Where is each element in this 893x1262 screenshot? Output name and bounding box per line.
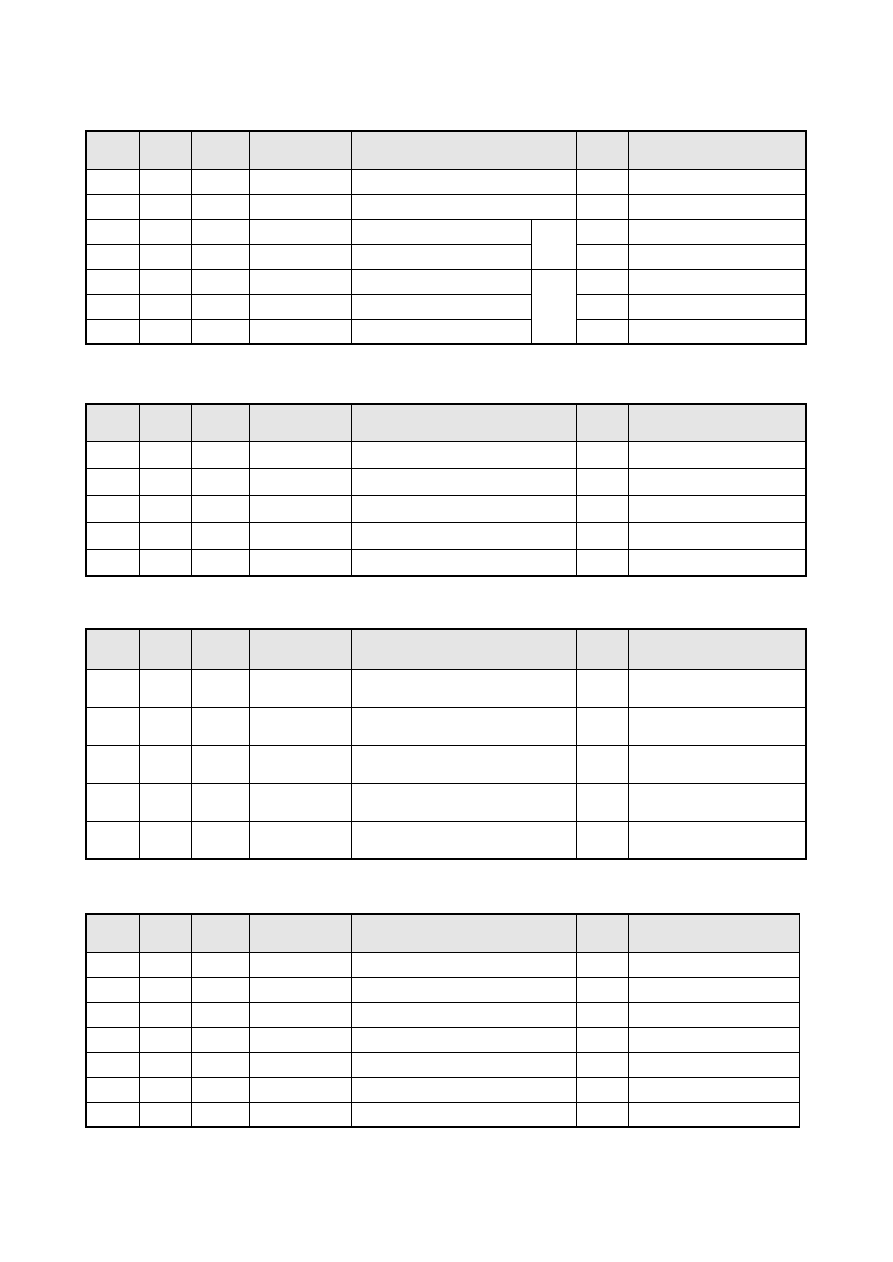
table-cell (86, 1052, 139, 1077)
table-cell (576, 169, 628, 194)
table-cell (191, 522, 249, 549)
header-cell (576, 629, 628, 669)
table-cell (628, 495, 806, 522)
table-cell (191, 1052, 249, 1077)
table-row (86, 169, 806, 194)
header-cell (191, 404, 249, 441)
table-row (86, 952, 799, 977)
table-cell (86, 707, 139, 745)
table-cell (86, 1077, 139, 1102)
table-cell (249, 783, 351, 821)
table-cell (351, 269, 531, 294)
header-cell (139, 131, 191, 169)
table-cell (86, 495, 139, 522)
table-cell (351, 745, 576, 783)
table-2 (85, 403, 807, 577)
table-cell (249, 319, 351, 344)
table-cell (191, 1102, 249, 1127)
table-cell (86, 783, 139, 821)
table-cell (139, 244, 191, 269)
header-cell (191, 629, 249, 669)
header-row (86, 404, 806, 441)
table-cell (139, 441, 191, 468)
header-cell (351, 404, 576, 441)
table-cell (351, 468, 576, 495)
table-cell (628, 194, 806, 219)
table-cell (86, 169, 139, 194)
table-cell (86, 219, 139, 244)
table-cell (191, 468, 249, 495)
table-cell (139, 821, 191, 859)
table-cell (576, 669, 628, 707)
table-cell (191, 952, 249, 977)
table-cell (191, 269, 249, 294)
table-row (86, 1027, 799, 1052)
table-cell (351, 194, 576, 219)
table-row (86, 441, 806, 468)
table-cell (249, 495, 351, 522)
table-cell (86, 319, 139, 344)
table-cell (576, 1102, 628, 1127)
table-cell (191, 1077, 249, 1102)
table-cell (86, 821, 139, 859)
table-cell (628, 522, 806, 549)
table-cell (139, 952, 191, 977)
table-cell (628, 549, 806, 576)
table-cell (249, 952, 351, 977)
table-cell (249, 1052, 351, 1077)
table-cell (351, 1002, 576, 1027)
table-cell (139, 294, 191, 319)
table-cell (576, 522, 628, 549)
table-cell (139, 319, 191, 344)
table-cell (576, 219, 628, 244)
table-cell (139, 1077, 191, 1102)
table-1 (85, 130, 807, 345)
table-cell (86, 745, 139, 783)
table-row (86, 244, 806, 269)
table-cell (576, 783, 628, 821)
header-cell (191, 131, 249, 169)
table-cell (249, 1002, 351, 1027)
table-cell (576, 1027, 628, 1052)
table-cell (139, 468, 191, 495)
table-cell (628, 977, 799, 1002)
table-cell (86, 669, 139, 707)
header-cell (628, 629, 806, 669)
table-cell (191, 441, 249, 468)
table-cell (351, 294, 531, 319)
table-row (86, 269, 806, 294)
table-cell (86, 1027, 139, 1052)
table-cell (86, 977, 139, 1002)
header-cell (576, 404, 628, 441)
header-cell (86, 404, 139, 441)
table-cell (139, 269, 191, 294)
table-cell (351, 319, 531, 344)
table-cell (576, 1077, 628, 1102)
table-row (86, 821, 806, 859)
header-cell (139, 914, 191, 952)
table-cell (139, 1002, 191, 1027)
table-cell (351, 821, 576, 859)
table-cell (628, 821, 806, 859)
table-cell (191, 549, 249, 576)
table-cell (576, 821, 628, 859)
table-cell (628, 219, 806, 244)
table-cell (351, 952, 576, 977)
table-cell (191, 294, 249, 319)
table-cell (351, 1077, 576, 1102)
table-cell (86, 441, 139, 468)
header-cell (86, 629, 139, 669)
table-cell (628, 1077, 799, 1102)
table-cell (139, 1052, 191, 1077)
table-cell (191, 821, 249, 859)
table-row (86, 194, 806, 219)
table-row (86, 783, 806, 821)
table-row (86, 319, 806, 344)
table-cell (531, 219, 576, 269)
header-row (86, 914, 799, 952)
table-cell (139, 745, 191, 783)
table-cell (249, 707, 351, 745)
table-cell (351, 783, 576, 821)
table-cell (576, 977, 628, 1002)
table-cell (249, 468, 351, 495)
table-row (86, 1002, 799, 1027)
table-cell (351, 977, 576, 1002)
table-cell (249, 522, 351, 549)
header-cell (86, 131, 139, 169)
table-row (86, 495, 806, 522)
table-cell (139, 169, 191, 194)
table-cell (191, 319, 249, 344)
header-cell (628, 404, 806, 441)
header-cell (139, 404, 191, 441)
table-cell (628, 745, 806, 783)
table-cell (576, 468, 628, 495)
table-cell (628, 952, 799, 977)
table-cell (249, 669, 351, 707)
header-cell (351, 914, 576, 952)
header-cell (191, 914, 249, 952)
header-cell (628, 131, 806, 169)
table-row (86, 219, 806, 244)
header-cell (86, 914, 139, 952)
table-cell (351, 1102, 576, 1127)
table-cell (191, 244, 249, 269)
header-row (86, 131, 806, 169)
table-cell (86, 269, 139, 294)
table-cell (576, 244, 628, 269)
table-4 (85, 913, 800, 1128)
table-row (86, 745, 806, 783)
table-cell (139, 219, 191, 244)
table-cell (139, 495, 191, 522)
table-row (86, 1077, 799, 1102)
table-cell (531, 269, 576, 344)
table-cell (139, 1027, 191, 1052)
table-cell (86, 1102, 139, 1127)
table-cell (628, 1102, 799, 1127)
table-cell (351, 169, 576, 194)
table-row (86, 294, 806, 319)
table-cell (576, 1052, 628, 1077)
table-cell (139, 194, 191, 219)
table-cell (139, 669, 191, 707)
table-row (86, 549, 806, 576)
table-cell (191, 169, 249, 194)
header-row (86, 629, 806, 669)
table-cell (191, 495, 249, 522)
table-cell (86, 294, 139, 319)
table-cell (191, 194, 249, 219)
header-cell (249, 914, 351, 952)
header-cell (139, 629, 191, 669)
table-cell (576, 194, 628, 219)
table-cell (249, 194, 351, 219)
table-cell (576, 549, 628, 576)
table-cell (249, 1027, 351, 1052)
table-cell (576, 441, 628, 468)
table-cell (628, 244, 806, 269)
table-cell (576, 745, 628, 783)
table-cell (249, 441, 351, 468)
header-cell (249, 404, 351, 441)
table-cell (351, 549, 576, 576)
table-cell (628, 441, 806, 468)
table-cell (191, 977, 249, 1002)
table-cell (576, 294, 628, 319)
table-cell (86, 1002, 139, 1027)
table-cell (628, 468, 806, 495)
table-cell (191, 1002, 249, 1027)
table-cell (86, 194, 139, 219)
table-cell (139, 977, 191, 1002)
table-cell (628, 669, 806, 707)
table-cell (576, 269, 628, 294)
table-cell (351, 669, 576, 707)
table-cell (86, 522, 139, 549)
table-row (86, 1052, 799, 1077)
table-row (86, 468, 806, 495)
table-cell (191, 783, 249, 821)
table-cell (249, 169, 351, 194)
table-cell (576, 952, 628, 977)
table-cell (628, 1052, 799, 1077)
table-cell (139, 783, 191, 821)
table-cell (628, 1002, 799, 1027)
table-cell (191, 707, 249, 745)
table-cell (576, 707, 628, 745)
table-cell (628, 707, 806, 745)
table-row (86, 707, 806, 745)
table-cell (191, 669, 249, 707)
table-cell (576, 319, 628, 344)
table-cell (351, 1052, 576, 1077)
table-cell (351, 522, 576, 549)
table-cell (628, 319, 806, 344)
header-cell (628, 914, 799, 952)
table-cell (249, 294, 351, 319)
table-cell (249, 821, 351, 859)
header-cell (351, 131, 576, 169)
table-cell (249, 269, 351, 294)
table-row (86, 977, 799, 1002)
table-cell (351, 707, 576, 745)
table-cell (249, 244, 351, 269)
table-cell (86, 244, 139, 269)
table-cell (249, 745, 351, 783)
header-cell (249, 131, 351, 169)
header-cell (576, 914, 628, 952)
table-cell (576, 1002, 628, 1027)
table-row (86, 1102, 799, 1127)
header-cell (351, 629, 576, 669)
table-cell (249, 977, 351, 1002)
header-cell (249, 629, 351, 669)
table-cell (351, 495, 576, 522)
table-cell (628, 1027, 799, 1052)
table-cell (86, 468, 139, 495)
table-cell (249, 1077, 351, 1102)
table-cell (191, 1027, 249, 1052)
table-cell (351, 1027, 576, 1052)
table-cell (351, 244, 531, 269)
table-cell (351, 219, 531, 244)
table-row (86, 669, 806, 707)
table-cell (249, 219, 351, 244)
table-cell (139, 707, 191, 745)
table-cell (249, 1102, 351, 1127)
table-row (86, 522, 806, 549)
table-cell (86, 952, 139, 977)
table-cell (191, 219, 249, 244)
table-cell (628, 783, 806, 821)
header-cell (576, 131, 628, 169)
table-cell (191, 745, 249, 783)
table-3 (85, 628, 807, 860)
table-cell (628, 169, 806, 194)
table-cell (86, 549, 139, 576)
table-cell (351, 441, 576, 468)
table-cell (576, 495, 628, 522)
table-cell (139, 549, 191, 576)
table-cell (249, 549, 351, 576)
table-cell (139, 522, 191, 549)
table-cell (628, 294, 806, 319)
table-cell (139, 1102, 191, 1127)
table-cell (628, 269, 806, 294)
